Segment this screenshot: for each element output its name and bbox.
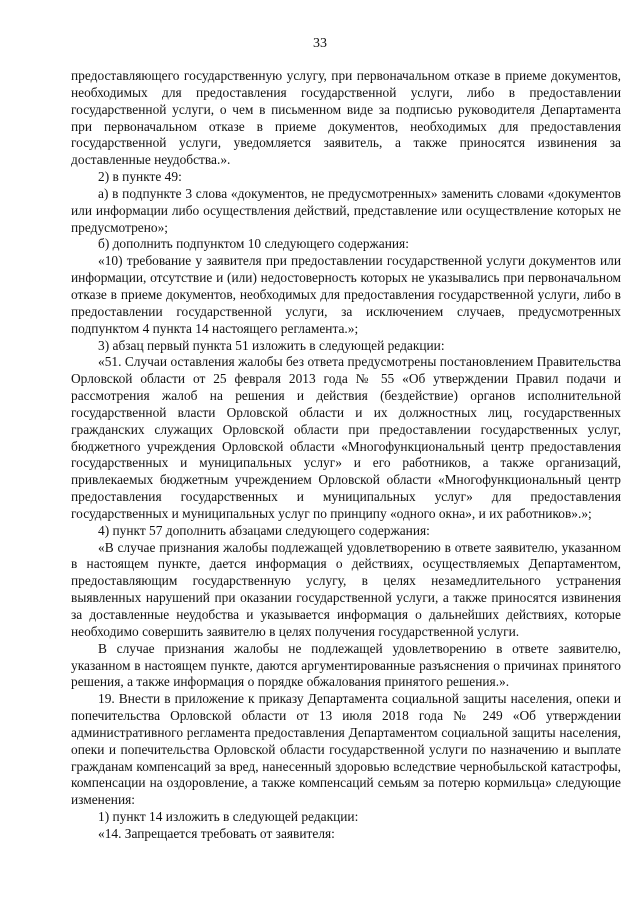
paragraph-item-2: 2) в пункте 49: bbox=[98, 169, 182, 185]
paragraph-item-3: 3) абзац первый пункта 51 изложить в следующей редакции: bbox=[98, 337, 445, 353]
document-body bbox=[71, 68, 621, 843]
paragraph-subitem-a: а) в подпункте 3 слова «документов, не предусмотренных» заменить словами «документов или информации либо осуществления действий, представление или осуществление которых не предусмотрено»; bbox=[71, 185, 621, 235]
paragraph-continuation: предоставляющего государственную услугу, при первоначальном отказе в приеме документов, необходимых для предоставления государственной услуги, либо в предоставлении государственной услуги, о чем в письменном виде за подписью руководителя Департамента при первоначальном отказе в приеме документов, необходимых для предоставления государственной услуги, уведомляется заявитель, а также приносятся извинения за доставленные неудобства.». bbox=[71, 68, 621, 168]
paragraph-item-4: 4) пункт 57 дополнить абзацами следующего содержания: bbox=[98, 522, 430, 538]
paragraph-quote-10: «10) требование у заявителя при предоставлении государственной услуги документов или информации, отсутствие и (или) недостоверность которых не указывались при первоначальном отказе в приеме документов, необходимых для предоставления государственной услуги, либо в предоставлении государственной услуги, за исключением случаев, предусмотренных подпунктом 4 пункта 14 настоящего регламента.»; bbox=[71, 253, 621, 336]
paragraph-quote-rejection: В случае признания жалобы не подлежащей удовлетворению в ответе заявителю, указанном в настоящем пункте, даются аргументированные разъяснения о причинах принятого решения, а также информация о порядке обжалования принятого решения.». bbox=[71, 640, 621, 690]
paragraph-subitem-1: 1) пункт 14 изложить в следующей редакции: bbox=[98, 809, 359, 825]
paragraph-quote-51: «51. Случаи оставления жалобы без ответа предусмотрены постановлением Правительства Орловской области от 25 февраля 2013 года № 55 «Об утверждении Правил подачи и рассмотрения жалоб на решения и действия (бездействие) органов исполнительной государственной власти Орловской области и их должностных лиц, государственных гражданских служащих Орловской области при предоставлении государственных услуг, бюджетного учреждения Орловской области «Многофункциональный центр предоставления государственных и муниципальных услуг» и его работников, а также организаций, привлекаемых бюджетным учреждением Орловской области «Многофункциональный центр предоставления государственных и муниципальных услуг» для предоставления государственных и муниципальных услуг по принципу «одного окна», и их работников».»; bbox=[71, 354, 621, 521]
paragraph-subitem-b: б) дополнить подпунктом 10 следующего содержания: bbox=[98, 236, 409, 252]
page-number: 33 bbox=[313, 36, 327, 51]
paragraph-quote-14: «14. Запрещается требовать от заявителя: bbox=[98, 825, 335, 841]
paragraph-quote-satisfaction: «В случае признания жалобы подлежащей удовлетворению в ответе заявителю, указанном в настоящем пункте, дается информация о действиях, осуществляемых Департаментом, предоставляющим государственную услугу, в целях незамедлительного устранения выявленных нарушений при оказании государственной услуги, а также приносятся извинения за доставленные неудобства и указывается информация о дальнейших действиях, которые необходимо совершить заявителю в целях получения государственной услуги. bbox=[71, 539, 621, 639]
paragraph-item-19: 19. Внести в приложение к приказу Департамента социальной защиты населения, опеки и попечительства Орловской области от 13 июля 2018 года № 249 «Об утверждении административного регламента предоставления Департаментом социальной защиты населения, опеки и попечительства Орловской области государственной услуги по назначению и выплате гражданам компенсаций за вред, нанесенный здоровью вследствие чернобыльской катастрофы, компенсации на оздоровление, а также компенсаций семьям за потерю кормильца» следующие изменения: bbox=[71, 691, 621, 808]
